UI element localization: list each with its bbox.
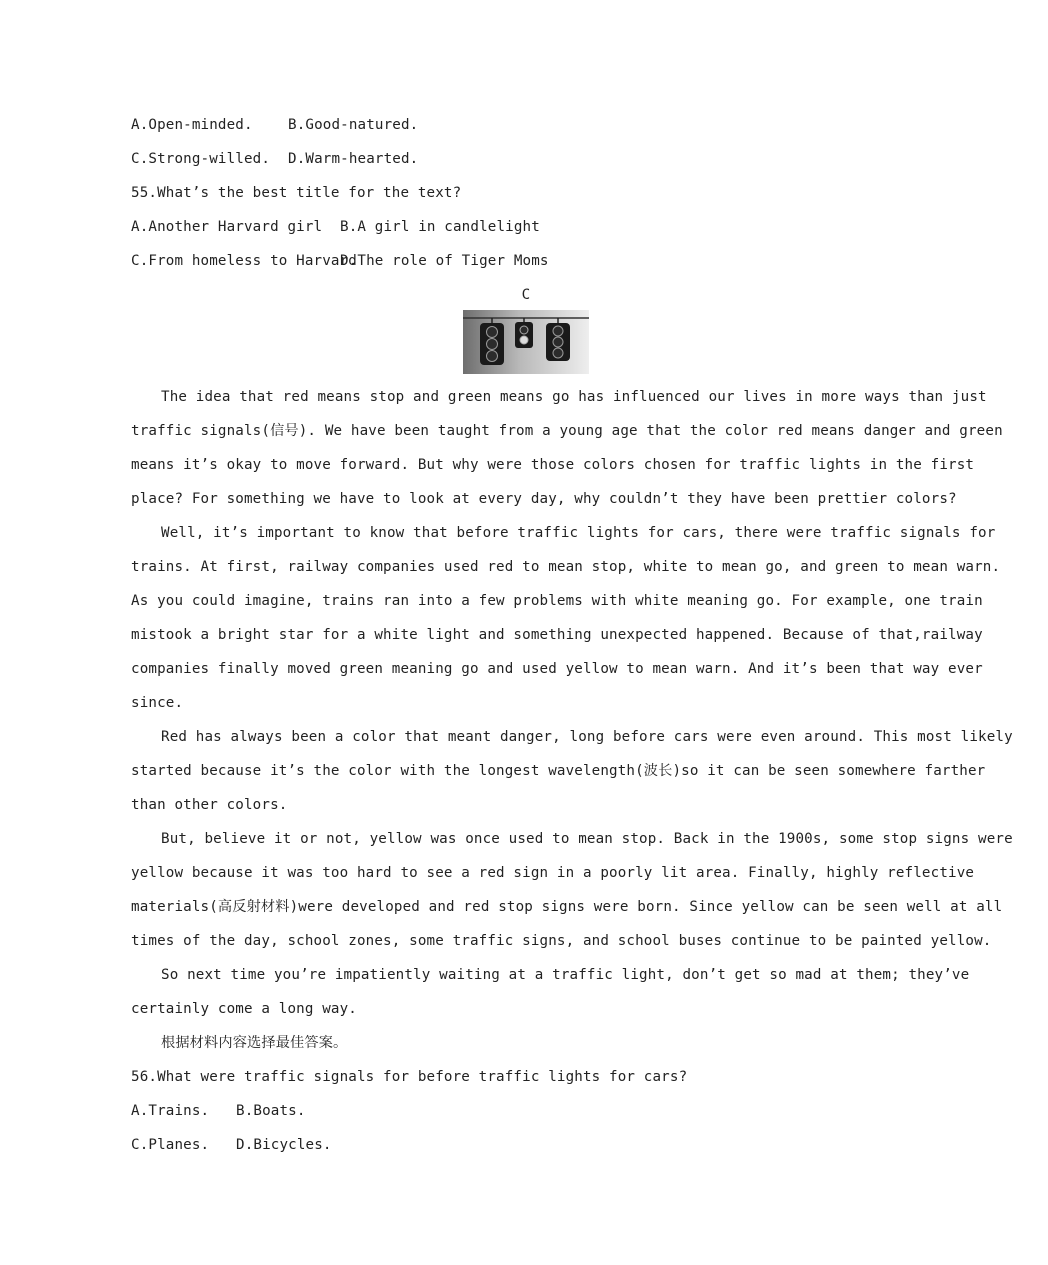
q54-option-a: A.Open-minded.	[131, 117, 253, 133]
exam-page	[131, 108, 1013, 1162]
q55-question: 55.What’s the best title for the text?	[131, 185, 462, 201]
passage-line: But, believe it or not, yellow was once used to mean stop. Back in the 1900s, some stop signs were	[161, 831, 1013, 847]
passage-line: traffic signals(信号). We have been taught from a young age that the color red means danger and green	[131, 423, 1003, 439]
q56-option-d: D.Bicycles.	[236, 1137, 332, 1153]
traffic-lights-icon	[463, 310, 589, 374]
q56-option-b: B.Boats.	[236, 1103, 306, 1119]
q56-option-a: A.Trains.	[131, 1103, 210, 1119]
traffic-lights-figure	[131, 310, 921, 380]
passage-line: certainly come a long way.	[131, 1001, 357, 1017]
passage-line: times of the day, school zones, some traffic signs, and school buses continue to be painted yellow.	[131, 933, 992, 949]
instruction-text: 根据材料内容选择最佳答案。	[161, 1035, 348, 1051]
passage-heading: C	[521, 287, 531, 303]
q54-options-row-1	[131, 108, 921, 142]
q54-options-row-2	[131, 142, 921, 176]
passage-line: than other colors.	[131, 797, 288, 813]
q56-option-c: C.Planes.	[131, 1137, 210, 1153]
passage-line: companies finally moved green meaning go and used yellow to mean warn. And it’s been that way ever	[131, 661, 983, 677]
q54-option-b: B.Good-natured.	[288, 117, 419, 133]
passage-line: The idea that red means stop and green means go has influenced our lives in more ways than just	[161, 389, 987, 405]
q55-option-d: D.The role of Tiger Moms	[340, 253, 549, 269]
passage-line: means it’s okay to move forward. But why were those colors chosen for traffic lights in the first	[131, 457, 975, 473]
passage-line: Red has always been a color that meant danger, long before cars were even around. This most likely	[161, 729, 1013, 745]
q55-option-c: C.From homeless to Harvard	[131, 253, 357, 269]
q56-question: 56.What were traffic signals for before traffic lights for cars?	[131, 1069, 688, 1085]
q55-option-a: A.Another Harvard girl	[131, 219, 323, 235]
passage-line: materials(高反射材料)were developed and red stop signs were born. Since yellow can be seen well at all	[131, 899, 1003, 915]
q55-options-row-1	[131, 210, 921, 244]
q54-option-d: D.Warm-hearted.	[288, 151, 419, 167]
passage-line: mistook a bright star for a white light and something unexpected happened. Because of that,railway	[131, 627, 983, 643]
passage-line: started because it’s the color with the longest wavelength(波长)so it can be seen somewhere farther	[131, 763, 986, 779]
passage-line: As you could imagine, trains ran into a few problems with white meaning go. For example, one train	[131, 593, 983, 609]
q56-options-row-2	[131, 1128, 921, 1162]
q54-option-c: C.Strong-willed.	[131, 151, 271, 167]
passage-line: Well, it’s important to know that before traffic lights for cars, there were traffic signals for	[161, 525, 996, 541]
passage-line: trains. At first, railway companies used red to mean stop, white to mean go, and green to mean warn.	[131, 559, 1001, 575]
passage-line: since.	[131, 695, 184, 711]
q56-options-row-1	[131, 1094, 921, 1128]
q55-option-b: B.A girl in candlelight	[340, 219, 540, 235]
passage-line: yellow because it was too hard to see a red sign in a poorly lit area. Finally, highly reflective	[131, 865, 975, 881]
passage-line: place? For something we have to look at every day, why couldn’t they have been prettier colors?	[131, 491, 957, 507]
passage-line: So next time you’re impatiently waiting at a traffic light, don’t get so mad at them; they’ve	[161, 967, 970, 983]
q55-options-row-2	[131, 244, 921, 278]
